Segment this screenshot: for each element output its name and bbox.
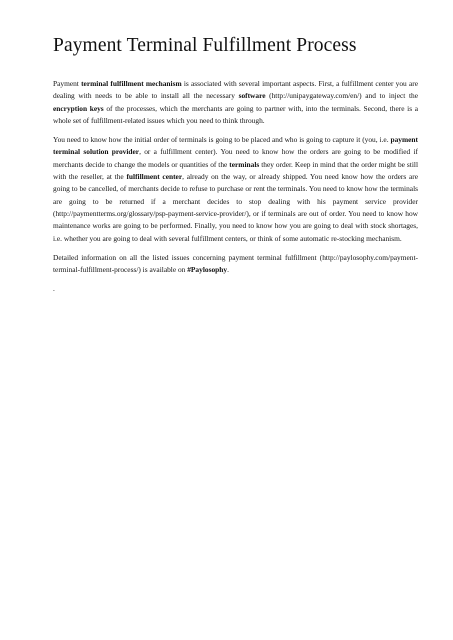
document-body [53,78,418,276]
text-run: (http://unipaygateway.com/en/) and to inject the [265,91,418,101]
text-run: Detailed information on all the listed issues concerning payment terminal fulfillment (http://paylosophy.com/payment-terminal-fulfillment-process/) is available on [53,252,418,275]
bold-keyword: terminals [229,159,260,169]
bold-keyword: software [238,91,266,101]
text-run: of the processes, which the merchants are going to partner with, into the terminals. Second, there is a whole set of fulfillment-related issues which you need to think through. [53,103,418,125]
text-run: Payment [53,79,82,88]
paragraph [53,78,418,127]
text-run: . [227,265,229,275]
trailing-mark: . [53,284,55,294]
text-run: , or a fulfillment center). You need to know how the orders are going to be modified if merchants decide to change the models or quantities of the [53,147,418,169]
paragraph [53,134,418,245]
bold-keyword: encryption keys [53,103,104,113]
document-title: Payment Terminal Fulfillment Process [53,35,357,56]
text-run: You need to know how the initial order of terminals is going to be placed and who is going to capture it (you, i.e. [53,135,391,145]
paragraph [53,252,418,277]
text-run: they order. Keep in mind that the order might be still with the reseller, at the [53,159,418,182]
text-run: is associated with several important aspects. First, a fulfillment center you are dealing with needs to be able to install all the necessary [53,79,418,101]
text-run: , already on the way, or already shipped. You need know how the orders are going to be cancelled, of merchants decide to refuse to purchase or rent the terminals. You need to know how the terminals are going to be returned if a merchant decides to stop dealing with his payment service provider (http://paymentterms.org/glossary/psp-payment-service-provider/), or if terminals are out of order. You need to know how maintenance works are going to be performed. Finally, you need to know how you are going to deal with stock shortages, i.e. whether you are going to deal with several fulfillment centers, or think of some automatic re-stocking mechanism. [53,172,419,243]
bold-keyword: terminal fulfillment mechanism [81,79,182,88]
bold-keyword: payment terminal solution provider [53,135,418,157]
bold-keyword: fulfillment center [126,172,183,182]
bold-keyword: #Paylosophy [187,265,228,275]
